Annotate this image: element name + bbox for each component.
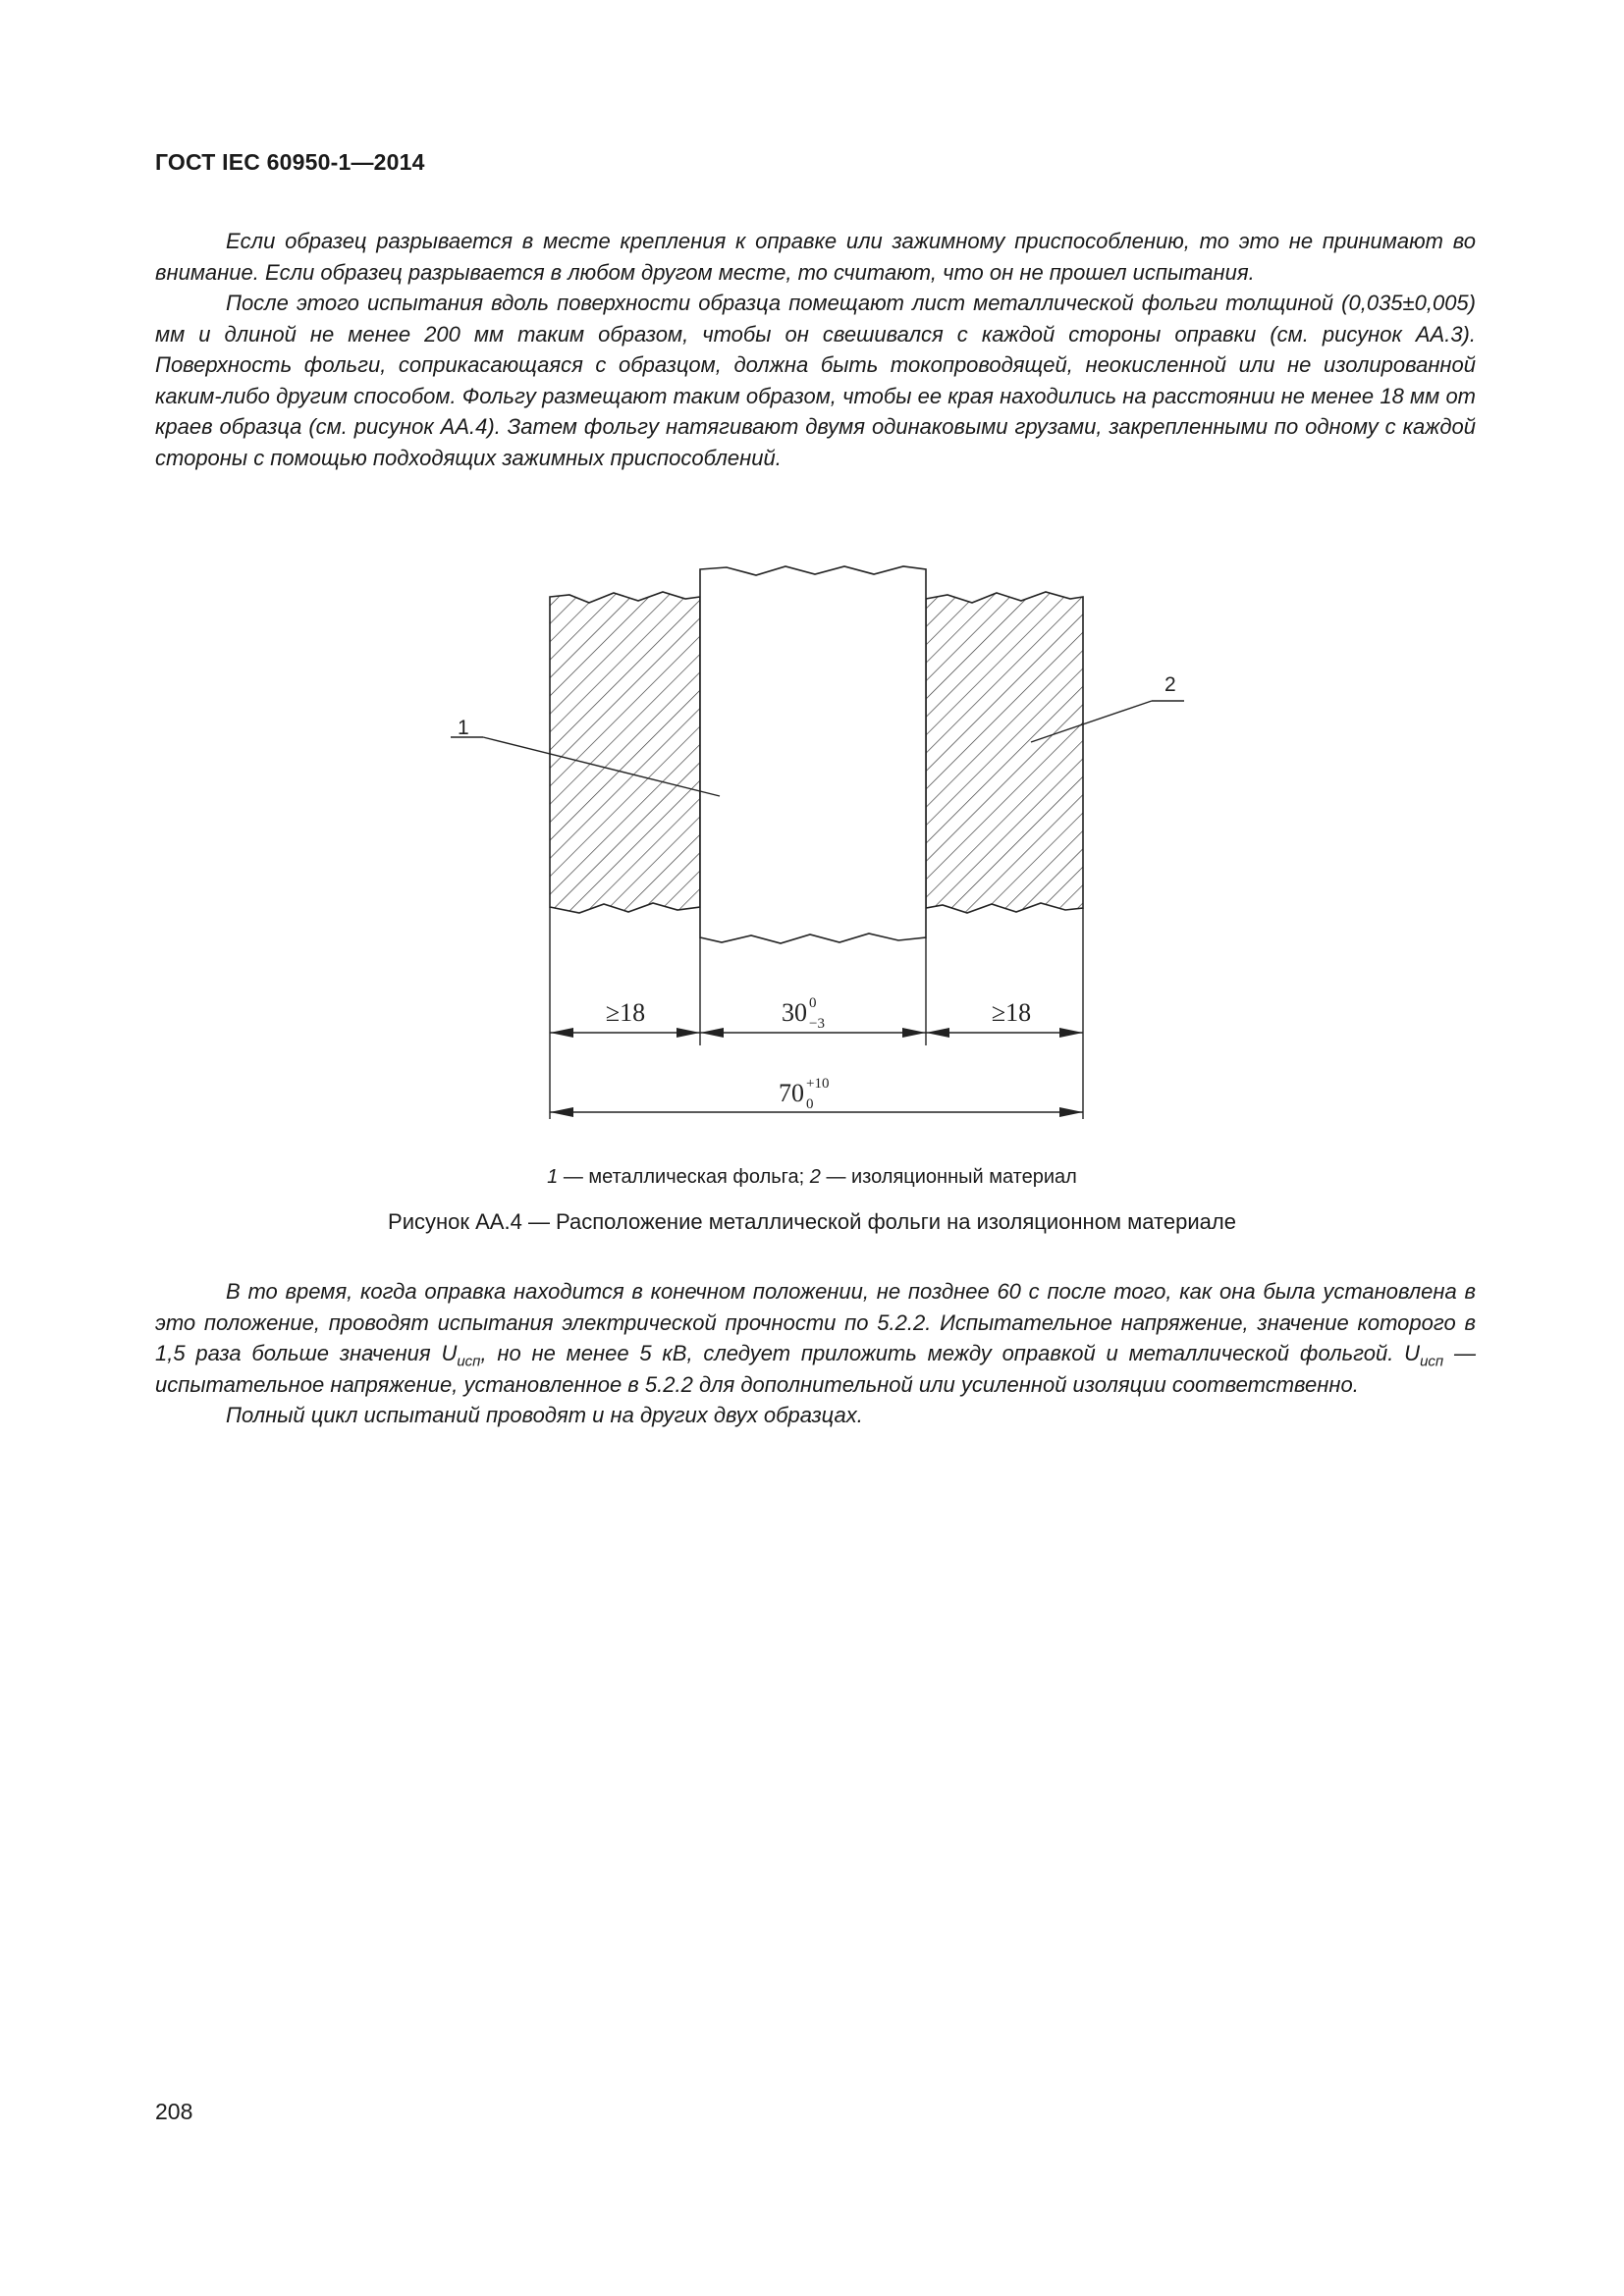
- figure-aa4: [432, 550, 1208, 1139]
- paragraph-part: В то время, когда оправка находится в конечном положении, не позднее 60 с после того, как она была установлена в это положение, проводят испытания электрической прочности по 5.2.2. Испытательное напряжение, значение которого в 1,5 раза больше значения U: [155, 1279, 1476, 1365]
- dimension-center-value: [782, 995, 825, 1032]
- dimension-total-main: 70: [779, 1079, 804, 1107]
- paragraph: Полный цикл испытаний проводят и на других двух образцах.: [226, 1403, 863, 1427]
- subscript: исп: [457, 1353, 481, 1370]
- dimension-center-main: 30: [782, 998, 807, 1027]
- figure-caption: Рисунок АА.4 — Расположение металлической фольги на изоляционном материале: [388, 1209, 1236, 1234]
- insulation-material-right: [926, 592, 1083, 913]
- legend-number-1: 1: [547, 1166, 559, 1188]
- text-block-bottom: [155, 1276, 1476, 1431]
- paragraph: [155, 1276, 1476, 1400]
- page-number: 208: [155, 2099, 193, 2124]
- insulation-material-left: [550, 592, 700, 913]
- dimension-line-left: [550, 1028, 700, 1038]
- dimension-line-right: [926, 1028, 1083, 1038]
- paragraph-part: — испытательное напряжение, установленное в 5.2.2 для дополнительной или усиленной изоляции соответственно.: [155, 1341, 1476, 1397]
- legend-text-2: — изоляционный материал: [820, 1166, 1077, 1188]
- dimension-total-value: [779, 1076, 829, 1112]
- text-block-top: [155, 226, 1476, 473]
- paragraph-part: , но не менее 5 кВ, следует приложить между оправкой и металлической фольгой. U: [480, 1341, 1421, 1365]
- callout-label-2: 2: [1164, 673, 1176, 696]
- figure-legend: [0, 1166, 1624, 1189]
- callout-label-1: 1: [458, 717, 469, 739]
- paragraph: После этого испытания вдоль поверхности образца помещают лист металлической фольги толщиной (0,035±0,005) мм и длиной не менее 200 мм таким образом, чтобы он свешивался с каждой стороны оправки (см. рисунок АА.3). Поверхность фольги, соприкасающаяся с образцом, должна быть токопроводящей, неокисленной или не изолированной каким-либо другим способом. Фольгу размещают таким образом, чтобы ее края находились на расстоянии не менее 18 мм от краев образца (см. рисунок АА.4). Затем фольгу натягивают двумя одинаковыми грузами, закрепленными по одному с каждой стороны с помощью подходящих зажимных приспособлений.: [155, 291, 1476, 470]
- document-header: ГОСТ IEC 60950-1—2014: [155, 149, 425, 175]
- dimension-total-sub: 0: [806, 1096, 814, 1112]
- dimension-total-sup: +10: [806, 1076, 830, 1092]
- dimension-left-value: ≥18: [605, 998, 646, 1027]
- metal-foil: [700, 566, 926, 943]
- dimension-right-value: ≥18: [991, 998, 1032, 1027]
- dimension-line-total: [550, 1107, 1083, 1117]
- dimension-center-sup: 0: [809, 995, 817, 1011]
- paragraph: Если образец разрывается в месте крепления к оправке или зажимному приспособлению, то это не принимают во внимание. Если образец разрывается в любом другом месте, то считают, что он не прошел испытания.: [155, 229, 1476, 285]
- subscript: исп: [1420, 1353, 1444, 1370]
- dimension-center-sub: −3: [809, 1016, 825, 1032]
- legend-text-1: — металлическая фольга;: [558, 1166, 810, 1188]
- legend-number-2: 2: [809, 1166, 821, 1188]
